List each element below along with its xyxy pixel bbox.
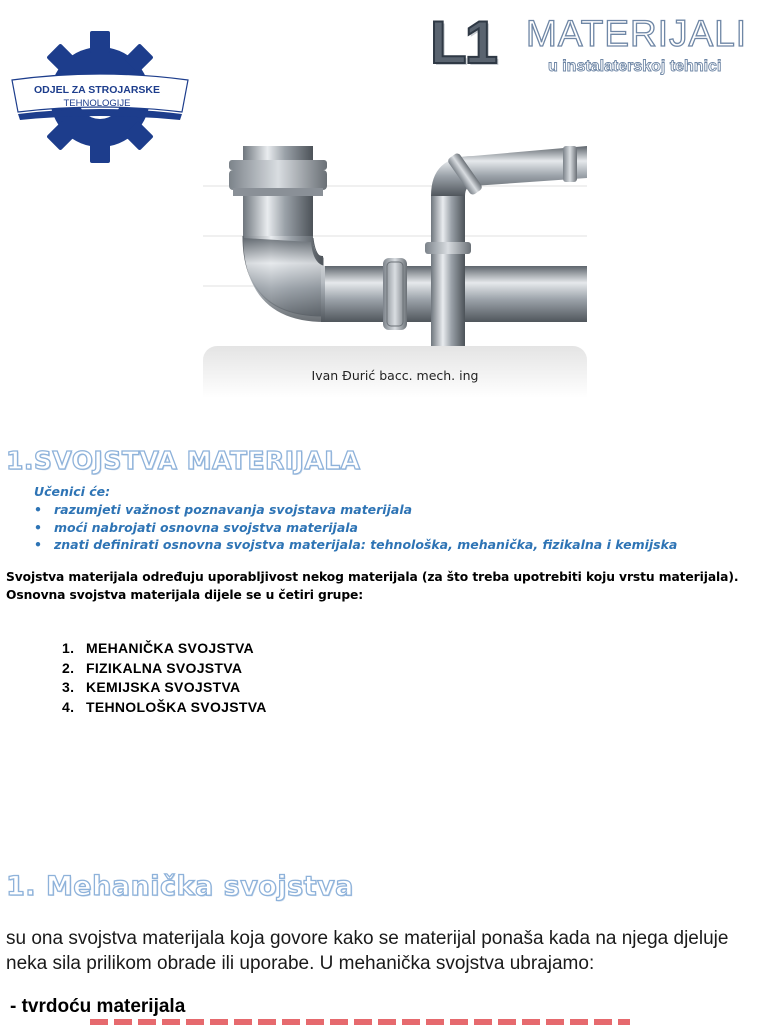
steel-pipes-image (203, 146, 587, 356)
bullet-icon: • (34, 502, 42, 517)
list-label: KEMIJSKA SVOJSTVA (86, 679, 241, 695)
intro-paragraph (6, 569, 766, 604)
intro-line: Osnovna svojstva materijala dijele se u četiri grupe: (6, 587, 364, 602)
objective-text: razumjeti važnost poznavanja svojstava materijala (54, 502, 413, 517)
intro-line: Svojstva materijala određuju uporabljivost nekog materijala (za što treba upotrebiti koju vrstu materijala). (6, 570, 739, 584)
objective-text: znati definirati osnovna svojstva materijala: tehnološka, mehanička, fizikalna i kemijska (54, 537, 678, 552)
property-groups-list (62, 639, 267, 717)
mechanical-paragraph: su ona svojstva materijala koja govore kako se materijal ponaša kada na njega djeluje neka sila prilikom obrade ili uporabe. U mehanička svojstva ubrajamo: (6, 928, 729, 974)
list-item (62, 698, 267, 718)
list-item (62, 639, 267, 659)
objective-item (34, 501, 677, 519)
bullet-icon: • (34, 537, 42, 552)
objective-text: moći nabrojati osnovna svojstva materijala (54, 519, 358, 535)
bullet-icon: • (34, 519, 42, 535)
list-item (62, 678, 267, 698)
objectives-intro: Učenici će: (34, 484, 111, 499)
cut-off-text-line (90, 1019, 630, 1025)
logo-text-line1: ODJEL ZA STROJARSKE (33, 84, 161, 96)
list-number: 1. (62, 640, 75, 656)
objective-item (34, 536, 677, 554)
list-item (62, 659, 267, 679)
list-number: 2. (62, 659, 75, 676)
logo-text (22, 83, 172, 111)
list-label: TEHNOLOŠKA SVOJSTVA (86, 698, 267, 715)
logo-text-line2: TEHNOLOGIJE (63, 98, 131, 109)
section-heading-mechanical: 1. Mehanička svojstva (6, 871, 354, 902)
list-number: 4. (62, 698, 75, 715)
list-label: MEHANIČKA SVOJSTVA (86, 640, 254, 656)
section-heading-properties: 1.SVOJSTVA MATERIJALA (6, 446, 361, 475)
list-number: 3. (62, 679, 75, 695)
author-caption: Ivan Đurić bacc. mech. ing (311, 368, 479, 383)
objective-item (34, 519, 677, 537)
objectives-list (34, 501, 677, 554)
document-subtitle: u instalaterskoj tehnici (548, 58, 722, 75)
list-label: FIZIKALNA SVOJSTVA (86, 659, 243, 676)
lesson-code: L1 (430, 9, 497, 76)
hardness-heading: - tvrdoću materijala (10, 996, 186, 1017)
document-title: MATERIJALI (526, 13, 748, 54)
